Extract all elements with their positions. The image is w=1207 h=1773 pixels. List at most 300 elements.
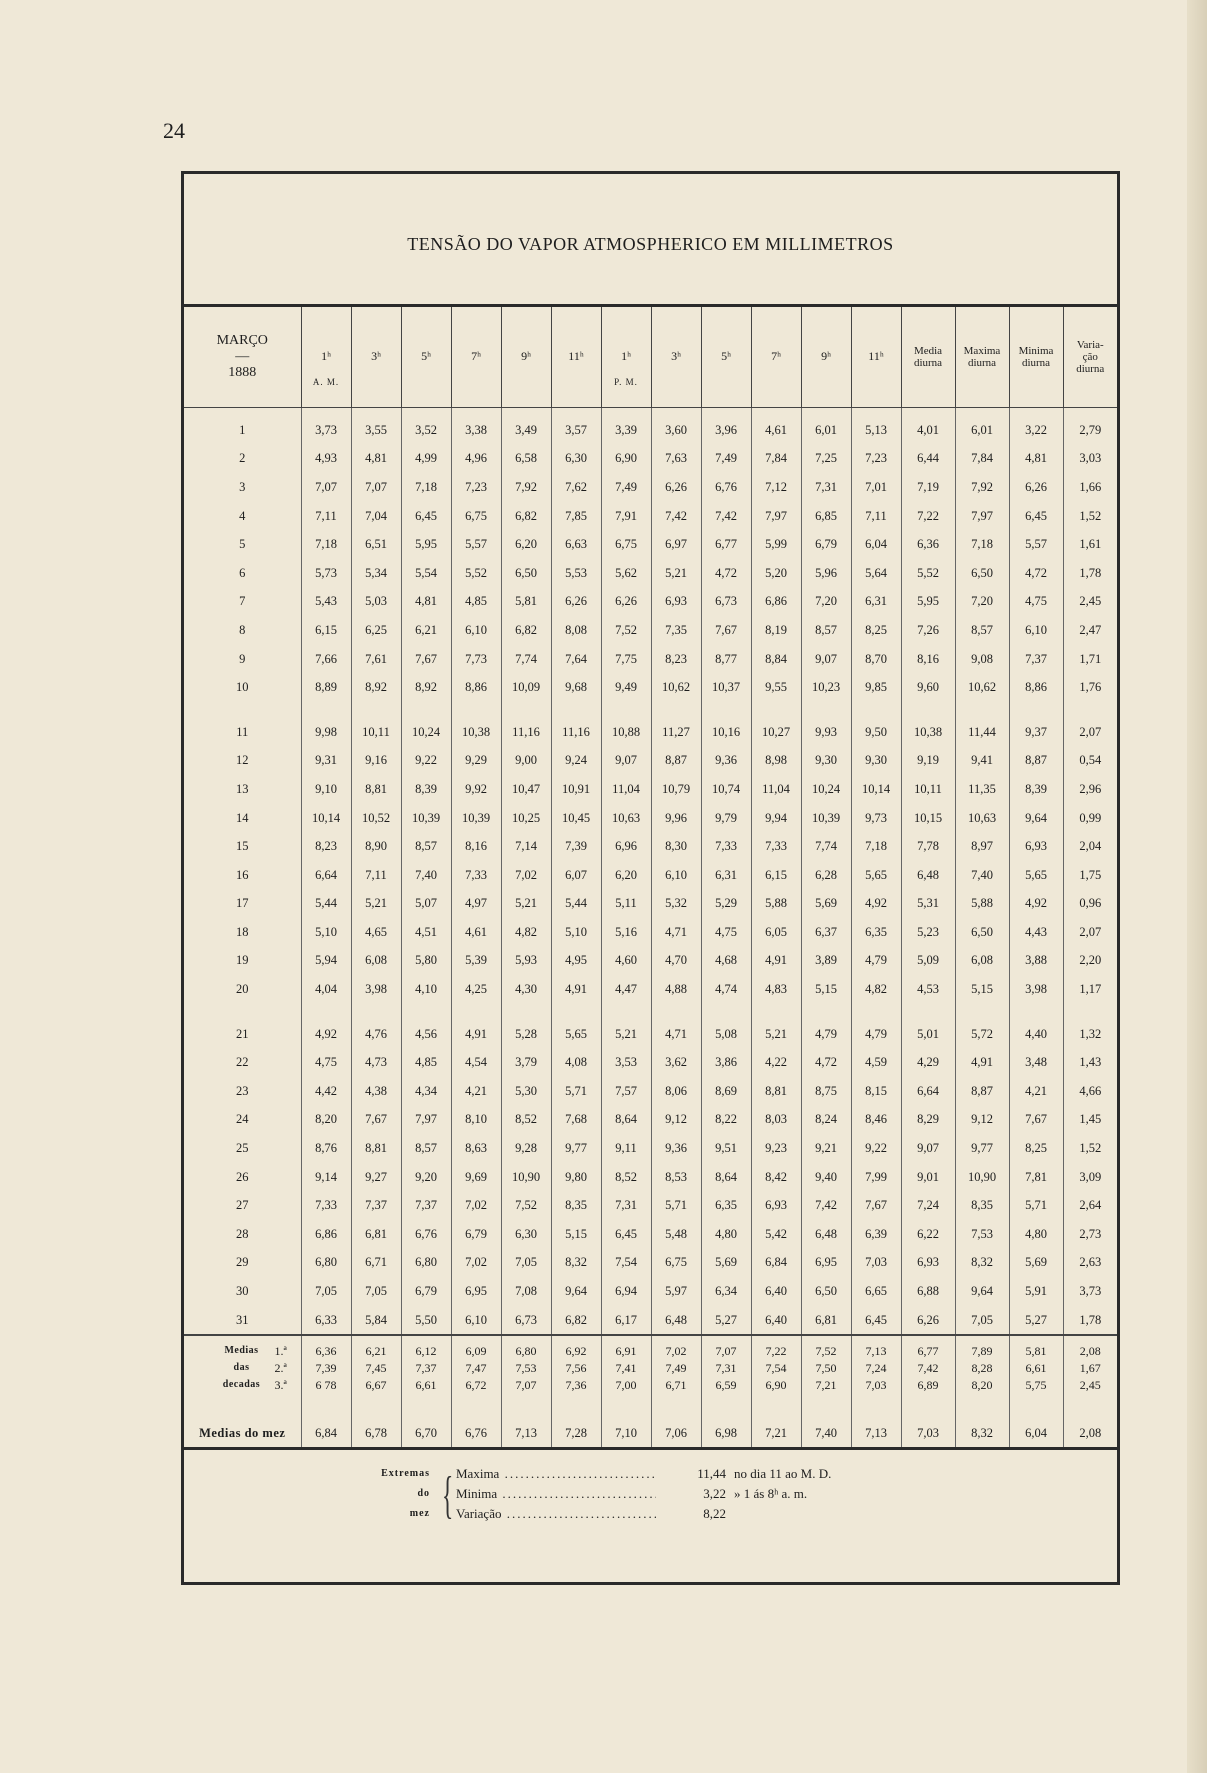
value-cell: 4,71 — [651, 1020, 701, 1049]
gap-cell — [451, 702, 501, 718]
value-cell: 8,86 — [1009, 673, 1063, 702]
hour-label: 7ʰ — [771, 349, 781, 363]
value-cell: 5,21 — [751, 1020, 801, 1049]
stat-header — [901, 307, 955, 408]
value-cell: 5,50 — [401, 1306, 451, 1336]
gap-cell — [184, 1004, 301, 1020]
day-cell: 17 — [236, 896, 249, 911]
value-cell: 7,97 — [751, 502, 801, 531]
extreme-value: 3,22 — [703, 1486, 726, 1502]
value-cell: 6,90 — [601, 445, 651, 474]
table-row — [184, 1277, 1117, 1306]
gap-cell — [701, 1004, 751, 1020]
value-cell: 4,40 — [1009, 1020, 1063, 1049]
value-cell: 7,67 — [1009, 1106, 1063, 1135]
value-cell: 9,60 — [901, 673, 955, 702]
decade-value-cell: 6,77 — [901, 1335, 955, 1359]
decade-value-cell: 7,56 — [551, 1359, 601, 1376]
value-cell: 9,55 — [751, 673, 801, 702]
value-cell: 5,93 — [501, 947, 551, 976]
decade-value-cell: 6,72 — [451, 1376, 501, 1393]
value-cell: 5,23 — [901, 918, 955, 947]
value-cell: 4,72 — [701, 559, 751, 588]
value-cell: 9,27 — [351, 1163, 401, 1192]
value-cell: 7,62 — [551, 473, 601, 502]
day-cell: 13 — [236, 781, 249, 796]
value-cell: 4,34 — [401, 1077, 451, 1106]
value-cell: 9,24 — [551, 747, 601, 776]
value-cell: 7,04 — [351, 502, 401, 531]
value-cell: 5,88 — [751, 890, 801, 919]
value-cell: 5,21 — [601, 1020, 651, 1049]
value-cell: 3,52 — [401, 408, 451, 445]
value-cell: 8,92 — [351, 673, 401, 702]
table-row — [184, 645, 1117, 674]
decade-number: 2.ª — [274, 1360, 287, 1375]
month-mean-cell: 6,76 — [451, 1393, 501, 1449]
value-cell: 8,29 — [901, 1106, 955, 1135]
gap-cell — [1063, 1004, 1117, 1020]
value-cell: 2,96 — [1063, 775, 1117, 804]
month-mean-row — [184, 1393, 1117, 1449]
table-row — [184, 747, 1117, 776]
value-cell: 7,37 — [351, 1191, 401, 1220]
value-cell: 6,58 — [501, 445, 551, 474]
decade-label-wrap — [184, 1377, 301, 1393]
decade-label: das — [233, 1361, 250, 1373]
value-cell: 8,90 — [351, 832, 401, 861]
value-cell: 7,67 — [701, 616, 751, 645]
value-cell: 1,52 — [1063, 1134, 1117, 1163]
value-cell: 2,07 — [1063, 918, 1117, 947]
value-cell: 5,65 — [1009, 861, 1063, 890]
gap-cell — [351, 1004, 401, 1020]
value-cell: 1,45 — [1063, 1106, 1117, 1135]
value-cell: 6,79 — [801, 530, 851, 559]
value-cell: 5,57 — [1009, 530, 1063, 559]
decade-label-wrap — [184, 1360, 301, 1376]
value-cell: 5,71 — [651, 1191, 701, 1220]
value-cell: 6,82 — [501, 502, 551, 531]
value-cell: 7,42 — [701, 502, 751, 531]
extremes-label-3: mez — [409, 1508, 430, 1520]
value-cell: 7,26 — [901, 616, 955, 645]
value-cell: 10,11 — [351, 718, 401, 747]
day-cell: 7 — [239, 594, 246, 609]
month-extremes — [184, 1450, 1117, 1560]
value-cell: 5,21 — [651, 559, 701, 588]
decade-value-cell: 7,42 — [901, 1359, 955, 1376]
value-cell: 6,86 — [301, 1220, 351, 1249]
value-cell: 2,63 — [1063, 1249, 1117, 1278]
value-cell: 9,93 — [801, 718, 851, 747]
hour-label: 5ʰ — [421, 349, 431, 363]
value-cell: 3,98 — [1009, 975, 1063, 1004]
value-cell: 5,29 — [701, 890, 751, 919]
hour-header — [451, 307, 501, 408]
table-title: TENSÃO DO VAPOR ATMOSPHERICO EM MILLIMETROS — [407, 233, 894, 254]
decade-value-cell: 7,21 — [801, 1376, 851, 1393]
value-cell: 5,64 — [851, 559, 901, 588]
hour-label: 1ʰ — [621, 349, 631, 363]
value-cell: 5,07 — [401, 890, 451, 919]
value-cell: 10,27 — [751, 718, 801, 747]
value-cell: 3,09 — [1063, 1163, 1117, 1192]
value-cell: 4,56 — [401, 1020, 451, 1049]
extreme-maxima — [456, 1466, 1096, 1482]
table-row — [184, 1191, 1117, 1220]
value-cell: 5,69 — [1009, 1249, 1063, 1278]
value-cell: 6,93 — [751, 1191, 801, 1220]
value-cell: 8,87 — [1009, 747, 1063, 776]
month-mean-cell: 7,10 — [601, 1393, 651, 1449]
value-cell: 10,62 — [955, 673, 1009, 702]
month-mean-cell: 8,32 — [955, 1393, 1009, 1449]
hour-label: 5ʰ — [721, 349, 731, 363]
gap-cell — [851, 1004, 901, 1020]
value-cell: 5,99 — [751, 530, 801, 559]
value-cell: 7,05 — [955, 1306, 1009, 1336]
value-cell: 4,71 — [651, 918, 701, 947]
value-cell: 6,37 — [801, 918, 851, 947]
value-cell: 3,48 — [1009, 1048, 1063, 1077]
day-cell: 21 — [236, 1026, 249, 1041]
table-row — [184, 530, 1117, 559]
value-cell: 10,15 — [901, 804, 955, 833]
decade-value-cell: 7,50 — [801, 1359, 851, 1376]
value-cell: 6,76 — [401, 1220, 451, 1249]
day-cell: 3 — [239, 479, 246, 494]
gap-cell — [651, 1004, 701, 1020]
decade-value-cell: 6,09 — [451, 1335, 501, 1359]
gap-cell — [451, 1004, 501, 1020]
value-cell: 6,25 — [351, 616, 401, 645]
value-cell: 7,18 — [301, 530, 351, 559]
value-cell: 8,87 — [651, 747, 701, 776]
value-cell: 7,66 — [301, 645, 351, 674]
stat-header-line: Media — [913, 345, 943, 357]
value-cell: 8,46 — [851, 1106, 901, 1135]
value-cell: 9,64 — [955, 1277, 1009, 1306]
value-cell: 8,70 — [851, 645, 901, 674]
decade-value-cell: 7,37 — [401, 1359, 451, 1376]
value-cell: 9,00 — [501, 747, 551, 776]
decade-value-cell: 5,81 — [1009, 1335, 1063, 1359]
value-cell: 6,08 — [351, 947, 401, 976]
value-cell: 9,41 — [955, 747, 1009, 776]
decade-value-cell: 6,61 — [1009, 1359, 1063, 1376]
day-cell: 25 — [236, 1141, 249, 1156]
value-cell: 10,79 — [651, 775, 701, 804]
value-cell: 5,42 — [751, 1220, 801, 1249]
extreme-minima — [456, 1486, 1096, 1502]
hour-header-cell — [802, 307, 851, 407]
value-cell: 4,96 — [451, 445, 501, 474]
value-cell: 7,40 — [401, 861, 451, 890]
value-cell: 6,35 — [851, 918, 901, 947]
value-cell: 4,04 — [301, 975, 351, 1004]
decade-value-cell: 6 78 — [301, 1376, 351, 1393]
value-cell: 5,97 — [651, 1277, 701, 1306]
value-cell: 8,92 — [401, 673, 451, 702]
hour-header — [801, 307, 851, 408]
day-cell: 16 — [236, 867, 249, 882]
month-label: MARÇO — [216, 333, 268, 348]
value-cell: 4,91 — [955, 1048, 1009, 1077]
value-cell: 4,54 — [451, 1048, 501, 1077]
value-cell: 6,81 — [801, 1306, 851, 1336]
value-cell: 4,92 — [851, 890, 901, 919]
value-cell: 7,24 — [901, 1191, 955, 1220]
value-cell: 5,44 — [301, 890, 351, 919]
value-cell: 5,34 — [351, 559, 401, 588]
value-cell: 6,31 — [701, 861, 751, 890]
value-cell: 8,08 — [551, 616, 601, 645]
stat-header-line: Maxima — [963, 345, 1001, 357]
value-cell: 4,42 — [301, 1077, 351, 1106]
value-cell: 9,98 — [301, 718, 351, 747]
day-cell: 6 — [239, 565, 246, 580]
value-cell: 5,84 — [351, 1306, 401, 1336]
value-cell: 8,32 — [551, 1249, 601, 1278]
month-header — [184, 307, 301, 408]
value-cell: 7,54 — [601, 1249, 651, 1278]
value-cell: 7,63 — [651, 445, 701, 474]
value-cell: 6,36 — [901, 530, 955, 559]
value-cell: 8,57 — [955, 616, 1009, 645]
value-cell: 4,08 — [551, 1048, 601, 1077]
value-cell: 8,42 — [751, 1163, 801, 1192]
day-cell: 14 — [236, 810, 249, 825]
value-cell: 7,01 — [851, 473, 901, 502]
value-cell: 10,74 — [701, 775, 751, 804]
value-cell: 7,39 — [551, 832, 601, 861]
hour-header-cell — [352, 307, 401, 407]
decade-gap — [184, 1004, 1117, 1020]
hour-header — [551, 307, 601, 408]
day-cell: 10 — [236, 680, 249, 695]
value-cell: 5,96 — [801, 559, 851, 588]
value-cell: 4,76 — [351, 1020, 401, 1049]
value-cell: 7,42 — [651, 502, 701, 531]
value-cell: 8,57 — [401, 1134, 451, 1163]
value-cell: 8,52 — [601, 1163, 651, 1192]
month-mean-cell: 7,21 — [751, 1393, 801, 1449]
value-cell: 6,50 — [955, 918, 1009, 947]
value-cell: 3,49 — [501, 408, 551, 445]
gap-cell — [901, 1004, 955, 1020]
value-cell: 5,27 — [1009, 1306, 1063, 1336]
value-cell: 6,79 — [401, 1277, 451, 1306]
value-cell: 9,12 — [651, 1106, 701, 1135]
value-cell: 8,35 — [551, 1191, 601, 1220]
day-cell: 15 — [236, 839, 249, 854]
value-cell: 9,31 — [301, 747, 351, 776]
decade-label: Medias — [224, 1344, 259, 1356]
hour-header — [851, 307, 901, 408]
value-cell: 8,53 — [651, 1163, 701, 1192]
value-cell: 8,81 — [351, 775, 401, 804]
value-cell: 4,75 — [301, 1048, 351, 1077]
value-cell: 8,69 — [701, 1077, 751, 1106]
value-cell: 7,31 — [601, 1191, 651, 1220]
value-cell: 4,81 — [401, 588, 451, 617]
value-cell: 1,61 — [1063, 530, 1117, 559]
value-cell: 1,17 — [1063, 975, 1117, 1004]
value-cell: 7,84 — [751, 445, 801, 474]
value-cell: 10,16 — [701, 718, 751, 747]
decade-label-cell — [184, 1335, 301, 1359]
decade-gap — [184, 702, 1117, 718]
value-cell: 3,57 — [551, 408, 601, 445]
value-cell: 4,65 — [351, 918, 401, 947]
hour-header-cell — [302, 307, 351, 407]
day-cell: 29 — [236, 1255, 249, 1270]
value-cell: 7,67 — [851, 1191, 901, 1220]
value-cell: 4,73 — [351, 1048, 401, 1077]
value-cell: 4,10 — [401, 975, 451, 1004]
table-row — [184, 1134, 1117, 1163]
day-cell: 20 — [236, 982, 249, 997]
value-cell: 8,35 — [955, 1191, 1009, 1220]
value-cell: 5,03 — [351, 588, 401, 617]
value-cell: 6,80 — [401, 1249, 451, 1278]
vapor-tension-table — [184, 307, 1117, 1450]
value-cell: 6,48 — [901, 861, 955, 890]
decade-value-cell: 6,80 — [501, 1335, 551, 1359]
value-cell: 9,30 — [851, 747, 901, 776]
value-cell: 0,99 — [1063, 804, 1117, 833]
value-cell: 4,79 — [851, 1020, 901, 1049]
value-cell: 10,63 — [601, 804, 651, 833]
value-cell: 5,43 — [301, 588, 351, 617]
day-cell: 28 — [236, 1226, 249, 1241]
value-cell: 8,57 — [401, 832, 451, 861]
day-cell: 19 — [236, 953, 249, 968]
value-cell: 4,79 — [851, 947, 901, 976]
decade-value-cell: 2,45 — [1063, 1376, 1117, 1393]
decade-value-cell: 7,41 — [601, 1359, 651, 1376]
value-cell: 3,55 — [351, 408, 401, 445]
hour-header — [501, 307, 551, 408]
value-cell: 7,02 — [451, 1249, 501, 1278]
value-cell: 7,19 — [901, 473, 955, 502]
value-cell: 6,65 — [851, 1277, 901, 1306]
value-cell: 5,57 — [451, 530, 501, 559]
month-mean-cell: 7,40 — [801, 1393, 851, 1449]
extreme-name: Maxima ..... — [456, 1466, 656, 1482]
decade-value-cell: 6,71 — [651, 1376, 701, 1393]
value-cell: 6,81 — [351, 1220, 401, 1249]
value-cell: 7,97 — [401, 1106, 451, 1135]
gap-cell — [851, 702, 901, 718]
value-cell: 6,15 — [301, 616, 351, 645]
value-cell: 9,14 — [301, 1163, 351, 1192]
value-cell: 6,22 — [901, 1220, 955, 1249]
value-cell: 10,24 — [401, 718, 451, 747]
value-cell: 3,96 — [701, 408, 751, 445]
gap-cell — [601, 1004, 651, 1020]
value-cell: 4,43 — [1009, 918, 1063, 947]
stat-header-line: Minima — [1018, 345, 1054, 357]
value-cell: 6,10 — [651, 861, 701, 890]
value-cell: 8,10 — [451, 1106, 501, 1135]
value-cell: 7,20 — [801, 588, 851, 617]
stat-header — [1009, 307, 1063, 408]
value-cell: 5,95 — [401, 530, 451, 559]
value-cell: 6,51 — [351, 530, 401, 559]
value-cell: 8,52 — [501, 1106, 551, 1135]
value-cell: 9,08 — [955, 645, 1009, 674]
value-cell: 2,73 — [1063, 1220, 1117, 1249]
value-cell: 10,38 — [901, 718, 955, 747]
value-cell: 9,19 — [901, 747, 955, 776]
value-cell: 7,33 — [751, 832, 801, 861]
decade-label-cell — [184, 1359, 301, 1376]
value-cell: 7,52 — [501, 1191, 551, 1220]
value-cell: 6,08 — [955, 947, 1009, 976]
value-cell: 9,64 — [551, 1277, 601, 1306]
value-cell: 9,30 — [801, 747, 851, 776]
decade-number: 1.ª — [274, 1343, 287, 1358]
hour-header-cell — [402, 307, 451, 407]
value-cell: 7,67 — [401, 645, 451, 674]
month-mean-cell: 7,13 — [501, 1393, 551, 1449]
hour-period: A. M. — [312, 377, 340, 387]
month-mean-label: Medias do mez — [184, 1393, 301, 1449]
table-row — [184, 1106, 1117, 1135]
value-cell: 4,81 — [1009, 445, 1063, 474]
decade-value-cell: 7,13 — [851, 1335, 901, 1359]
value-cell: 4,60 — [601, 947, 651, 976]
decade-number: 3.ª — [274, 1377, 287, 1392]
hour-header-cell — [502, 307, 551, 407]
value-cell: 3,60 — [651, 408, 701, 445]
month-mean-cell: 6,98 — [701, 1393, 751, 1449]
value-cell: 8,25 — [851, 616, 901, 645]
value-cell: 2,07 — [1063, 718, 1117, 747]
day-cell: 23 — [236, 1083, 249, 1098]
value-cell: 5,15 — [801, 975, 851, 1004]
value-cell: 6,95 — [801, 1249, 851, 1278]
gap-cell — [1063, 702, 1117, 718]
day-cell: 18 — [236, 924, 249, 939]
value-cell: 9,12 — [955, 1106, 1009, 1135]
value-cell: 3,79 — [501, 1048, 551, 1077]
value-cell: 11,16 — [501, 718, 551, 747]
value-cell: 7,18 — [955, 530, 1009, 559]
value-cell: 4,92 — [1009, 890, 1063, 919]
month-mean-cell: 7,28 — [551, 1393, 601, 1449]
value-cell: 9,80 — [551, 1163, 601, 1192]
value-cell: 6,75 — [451, 502, 501, 531]
value-cell: 7,74 — [501, 645, 551, 674]
value-cell: 4,75 — [1009, 588, 1063, 617]
value-cell: 11,04 — [751, 775, 801, 804]
decade-value-cell: 1,67 — [1063, 1359, 1117, 1376]
value-cell: 8,98 — [751, 747, 801, 776]
value-cell: 6,45 — [401, 502, 451, 531]
value-cell: 3,98 — [351, 975, 401, 1004]
value-cell: 4,53 — [901, 975, 955, 1004]
value-cell: 6,10 — [1009, 616, 1063, 645]
hour-header-cell — [702, 307, 751, 407]
value-cell: 9,49 — [601, 673, 651, 702]
hour-header-cell — [652, 307, 701, 407]
value-cell: 6,97 — [651, 530, 701, 559]
value-cell: 0,54 — [1063, 747, 1117, 776]
hour-header-cell — [852, 307, 901, 407]
